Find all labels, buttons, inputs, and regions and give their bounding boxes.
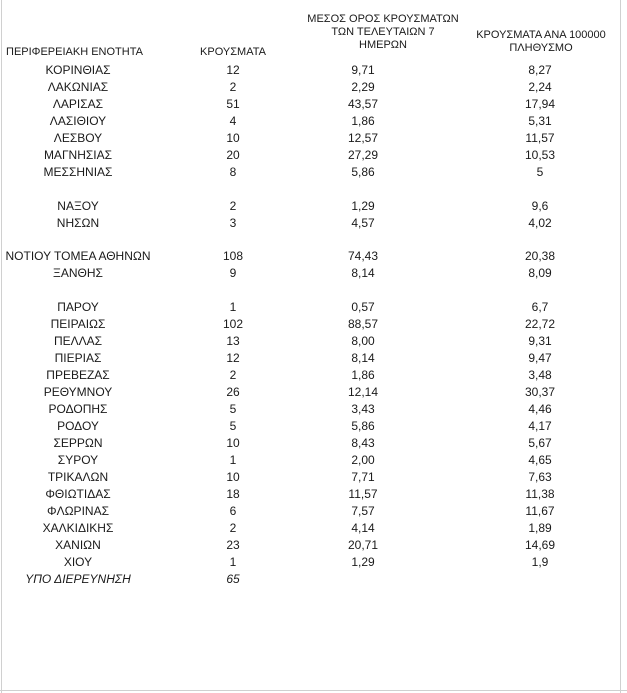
per-100000-cell: 30,37 [524,385,556,399]
avg-cell: 2,00 [351,453,375,467]
avg-cell: 8,00 [351,334,375,348]
region-cell: ΦΛΩΡΙΝΑΣ [47,504,109,518]
region-cell: ΧΑΛΚΙΔΙΚΗΣ [42,521,114,535]
header-avg-line2: ΤΩΝ ΤΕΛΕΥΤΑΙΩΝ 7 [331,26,435,38]
per-100000-cell: 5 [536,165,544,179]
per-100000-cell: 20,38 [524,249,556,263]
cases-cell: 108 [222,249,244,263]
avg-cell: 8,43 [351,436,375,450]
cases-cell: 51 [226,97,240,111]
per-100000-cell: 22,72 [524,317,556,331]
avg-cell: 12,14 [347,385,379,399]
region-cell: ΛΑΡΙΣΑΣ [52,97,104,111]
per-100000-cell: 9,31 [528,334,552,348]
region-cell: ΠΑΡΟΥ [57,300,99,314]
per-100000-cell: 4,65 [528,453,552,467]
per-100000-cell: 6,7 [531,300,549,314]
avg-cell: 0,57 [351,300,375,314]
region-cell: ΛΑΚΩΝΙΑΣ [47,80,109,94]
per-100000-cell: 7,63 [528,470,552,484]
header-per-line1: ΚΡΟΥΣΜΑΤΑ ΑΝΑ 100000 [476,29,606,41]
per-100000-cell: 9,47 [528,351,552,365]
cases-cell: 12 [226,63,240,77]
region-cell: ΦΘΙΩΤΙΔΑΣ [45,487,111,501]
cases-cell: 2 [229,521,237,535]
region-cell: ΧΙΟΥ [63,555,93,569]
cases-cell: 10 [226,131,240,145]
region-cell: ΚΟΡΙΝΘΙΑΣ [45,63,111,77]
cases-cell: 2 [229,199,237,213]
avg-cell: 1,29 [351,555,375,569]
cases-cell: 2 [229,80,237,94]
avg-cell: 7,71 [351,470,375,484]
avg-cell: 88,57 [347,317,379,331]
avg-cell: 2,29 [351,80,375,94]
per-100000-cell: 11,57 [525,131,555,145]
cases-cell: 1 [229,453,237,467]
region-cell: ΛΕΣΒΟΥ [53,131,103,145]
per-100000-cell: 2,24 [528,80,552,94]
cases-cell: 10 [226,436,240,450]
avg-cell: 20,71 [347,538,379,552]
cases-cell: 9 [229,266,237,280]
avg-cell: 3,43 [351,402,375,416]
region-cell: ΣΥΡΟΥ [57,453,99,467]
per-100000-cell: 9,6 [531,199,549,213]
region-cell: ΡΕΘΥΜΝΟΥ [43,385,113,399]
bottom-border [0,690,627,691]
per-100000-cell: 8,09 [528,266,552,280]
avg-cell: 5,86 [351,419,375,433]
per-100000-cell: 14,69 [524,538,556,552]
under-investigation-label: ΥΠΟ ΔΙΕΡΕΥΝΗΣΗ [25,572,131,586]
region-cell: ΠΙΕΡΙΑΣ [54,351,102,365]
region-cell: ΜΕΣΣΗΝΙΑΣ [43,165,113,179]
avg-cell: 4,14 [351,521,375,535]
region-cell: ΤΡΙΚΑΛΩΝ [47,470,109,484]
avg-cell: 12,57 [347,131,379,145]
header-region: ΠΕΡΙΦΕΡΕΙΑΚΗ ΕΝΟΤΗΤΑ [6,46,143,58]
region-cell: ΜΑΓΝΗΣΙΑΣ [43,148,113,162]
per-100000-cell: 10,53 [524,148,556,162]
under-investigation-cases: 65 [226,572,240,586]
per-100000-cell: 1,9 [531,555,549,569]
cases-cell: 5 [229,419,237,433]
cases-cell: 8 [229,165,237,179]
cases-cell: 26 [226,385,240,399]
header-avg-line1: ΜΕΣΟΣ ΟΡΟΣ ΚΡΟΥΣΜΑΤΩΝ [307,13,459,25]
region-cell: ΛΑΣΙΘΙΟΥ [49,114,107,128]
per-100000-cell: 11,67 [525,504,555,518]
avg-cell: 5,86 [351,165,375,179]
region-cell: ΝΗΣΩΝ [56,216,100,230]
header-avg-7-days [300,13,466,52]
avg-cell: 7,57 [351,504,375,518]
region-cell: ΠΕΛΛΑΣ [53,334,103,348]
region-cell: ΠΡΕΒΕΖΑΣ [46,368,110,382]
cases-cell: 18 [226,487,240,501]
cases-cell: 102 [222,317,244,331]
header-cases: ΚΡΟΥΣΜΑΤΑ [200,46,266,58]
region-cell: ΞΑΝΘΗΣ [53,266,103,280]
per-100000-cell: 5,31 [528,114,552,128]
per-100000-cell: 4,17 [528,419,552,433]
per-100000-cell: 17,94 [524,97,556,111]
per-100000-cell: 11,38 [525,487,555,501]
avg-cell: 27,29 [347,148,379,162]
region-cell: ΝΟΤΙΟΥ ΤΟΜΕΑ ΑΘΗΝΩΝ [5,249,151,263]
region-cell: ΠΕΙΡΑΙΩΣ [50,317,106,331]
avg-cell: 8,14 [351,266,375,280]
cases-cell: 5 [229,402,237,416]
header-avg-line3: ΗΜΕΡΩΝ [359,39,407,51]
avg-cell: 9,71 [351,63,375,77]
cases-cell: 20 [226,148,240,162]
region-cell: ΧΑΝΙΩΝ [55,538,101,552]
cases-cell: 6 [229,504,237,518]
per-100000-cell: 4,02 [528,216,552,230]
cases-cell: 23 [226,538,240,552]
region-cell: ΡΟΔΟΥ [57,419,99,433]
header-per-line2: ΠΛΗΘΥΣΜΟ [509,42,573,54]
cases-cell: 12 [226,351,240,365]
cases-cell: 10 [226,470,240,484]
avg-cell: 1,86 [351,368,375,382]
cases-cell: 3 [229,216,237,230]
per-100000-cell: 8,27 [528,63,552,77]
per-100000-cell: 1,89 [528,521,552,535]
avg-cell: 43,57 [347,97,379,111]
header-per-100000 [462,29,620,55]
cases-cell: 4 [229,114,237,128]
avg-cell: 74,43 [347,249,379,263]
per-100000-cell: 3,48 [528,368,552,382]
per-100000-cell: 5,67 [528,436,552,450]
avg-cell: 1,29 [351,199,375,213]
per-100000-cell: 4,46 [528,402,552,416]
avg-cell: 4,57 [351,216,375,230]
cases-cell: 1 [229,555,237,569]
avg-cell: 1,86 [351,114,375,128]
cases-cell: 1 [229,300,237,314]
region-cell: ΝΑΞΟΥ [57,199,99,213]
cases-cell: 2 [229,368,237,382]
region-cell: ΡΟΔΟΠΗΣ [48,402,108,416]
avg-cell: 8,14 [351,351,375,365]
avg-cell: 11,57 [348,487,378,501]
region-cell: ΣΕΡΡΩΝ [53,436,103,450]
cases-cell: 13 [226,334,240,348]
right-border [620,0,621,693]
